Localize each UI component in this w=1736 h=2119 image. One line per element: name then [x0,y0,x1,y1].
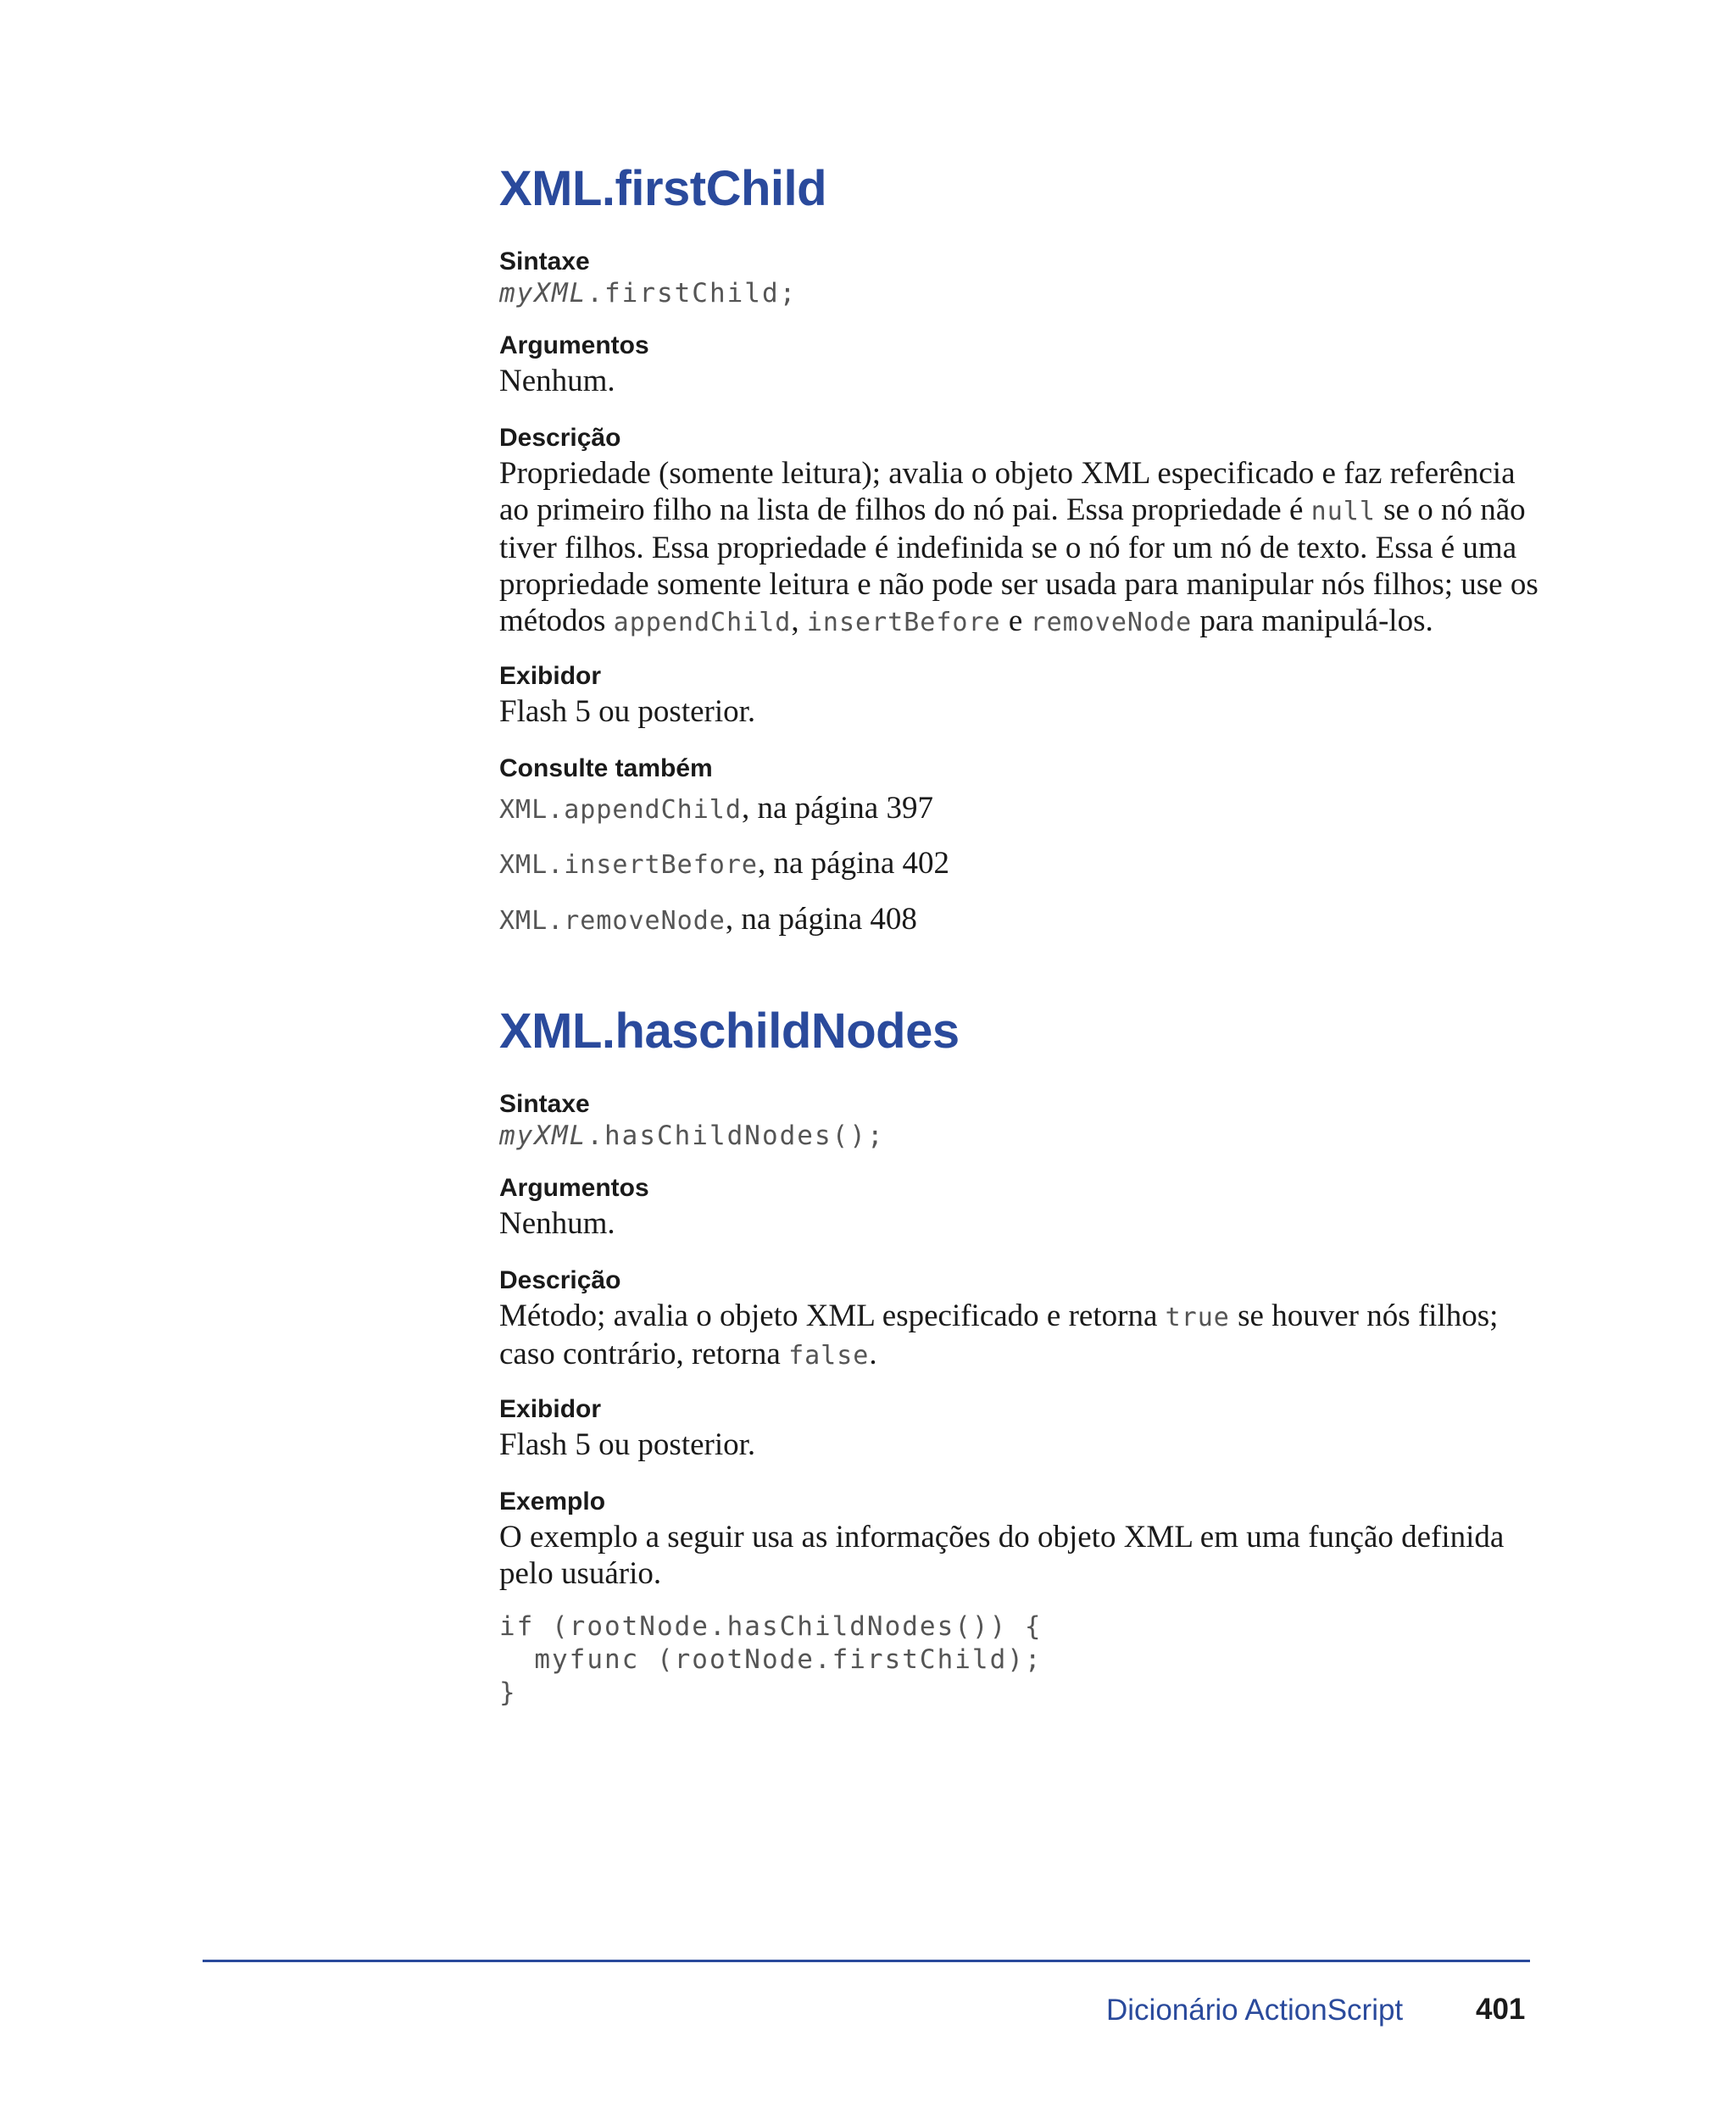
description-separator: e [1000,603,1031,638]
see-also-page: , na página 397 [741,791,933,826]
see-also-page: , na página 408 [725,902,917,937]
syntax-label: Sintaxe [499,247,590,275]
arguments-label: Argumentos [499,331,649,359]
code-insertbefore: insertBefore [806,608,1001,637]
description-text [499,1298,1542,1374]
example-label: Exemplo [499,1488,606,1516]
arguments-label: Argumentos [499,1174,649,1202]
syntax-code [499,1123,885,1149]
description-separator: , [791,603,807,638]
player-label: Exibidor [499,662,602,690]
description-label: Descrição [499,424,621,452]
code-false: false [788,1341,870,1371]
description-label: Descrição [499,1266,621,1294]
syntax-label: Sintaxe [499,1090,590,1118]
code-example-line: } [499,1677,517,1708]
syntax-object: myXML [499,278,587,309]
see-also-label: Consulte também [499,754,713,782]
example-text: O exemplo a seguir usa as informações do objeto XML em uma função definida pelo usuário. [499,1520,1505,1591]
footer-page-number: 401 [1476,1993,1526,2026]
player-text: Flash 5 ou posterior. [499,694,756,729]
player-text: Flash 5 ou posterior. [499,1427,756,1462]
code-example-line: myfunc (rootNode.firstChild); [499,1644,1043,1675]
see-also-link[interactable] [499,848,949,879]
player-label: Exibidor [499,1395,602,1423]
arguments-text: Nenhum. [499,364,615,398]
see-also-code: XML.appendChild [499,795,742,825]
see-also-link[interactable] [499,904,917,935]
description-part: se houver nós filhos; caso contrário, retorna [499,1299,1499,1371]
arguments-text: Nenhum. [499,1206,615,1241]
syntax-member: .hasChildNodes(); [587,1121,885,1151]
code-appendchild: appendChild [613,608,792,637]
code-removenode: removeNode [1030,608,1193,637]
description-part: Método; avalia o objeto XML especificado e retorna [499,1299,1166,1333]
description-part: Propriedade (somente leitura); avalia o objeto XML especificado e faz referência ao primeiro filho na lista de filhos do nó pai. Essa propriedade é [499,456,1516,527]
see-also-page: , na página 402 [757,846,950,881]
code-true: true [1165,1303,1230,1332]
syntax-code [499,278,798,309]
code-null: null [1310,497,1376,526]
description-text [499,455,1542,641]
description-part: se o nó não tiver filhos. Essa propriedade é indefinida se o nó for um nó de texto. Essa é uma propriedade somente leitura e não pode ser usada para manipular nós filhos; use os métodos [499,492,1538,638]
footer-book-title: Dicionário ActionScript [1106,1994,1404,2027]
code-example-line: if (rootNode.hasChildNodes()) { [499,1611,1043,1642]
description-part: . [869,1337,877,1371]
syntax-member: .firstChild; [587,278,798,309]
description-part: para manipulá-los. [1192,603,1433,638]
section-title-firstchild: XML.firstChild [499,161,827,216]
section-title-haschildnodes: XML.haschildNodes [499,1004,960,1059]
see-also-code: XML.insertBefore [499,850,758,880]
syntax-object: myXML [499,1121,587,1151]
see-also-code: XML.removeNode [499,906,726,936]
footer-divider [203,1960,1530,1962]
see-also-link[interactable] [499,793,933,824]
